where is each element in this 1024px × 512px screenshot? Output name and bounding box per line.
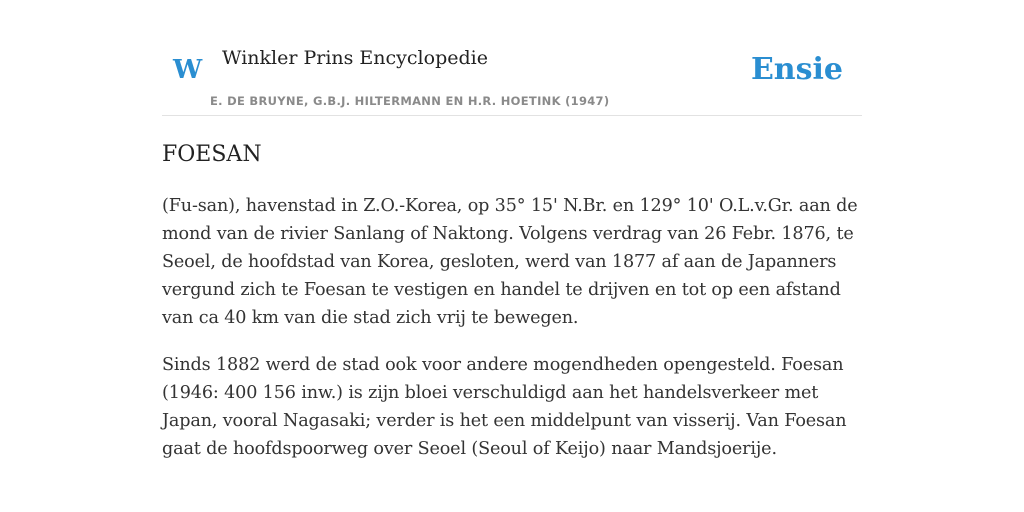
encyclopedia-title[interactable]: Winkler Prins Encyclopedie: [222, 47, 488, 69]
article-paragraph: Sinds 1882 werd de stad ook voor andere mogendheden opengesteld. Foesan (1946: 400 156 inw.) is zijn bloei verschuldigd aan het handelsverkeer met Japan, vooral Nagasaki; verder is het een middelpunt van visserij. Van Foesan gaat de hoofdspoorweg over Seoel (Seoul of Keijo) naar Mandsjoerije.: [162, 355, 847, 459]
article-headword: FOESAN: [162, 142, 262, 167]
authors-line: E. DE BRUYNE, G.B.J. HILTERMANN EN H.R. HOETINK (1947): [210, 94, 610, 108]
header-divider: [162, 115, 862, 116]
article-body: [162, 192, 862, 482]
ensie-brand-logo[interactable]: Ensie: [750, 52, 843, 87]
winkler-prins-logo-icon[interactable]: W: [173, 55, 203, 85]
article-paragraph: (Fu-san), havenstad in Z.O.-Korea, op 35° 15' N.Br. en 129° 10' O.L.v.Gr. aan de mond van de rivier Sanlang of Naktong. Volgens verdrag van 26 Febr. 1876, te Seoel, de hoofdstad van Korea, gesloten, werd van 1877 af aan de Japanners vergund zich te Foesan te vestigen en handel te drijven en tot op een afstand van ca 40 km van die stad zich vrij te bewegen.: [162, 196, 858, 328]
